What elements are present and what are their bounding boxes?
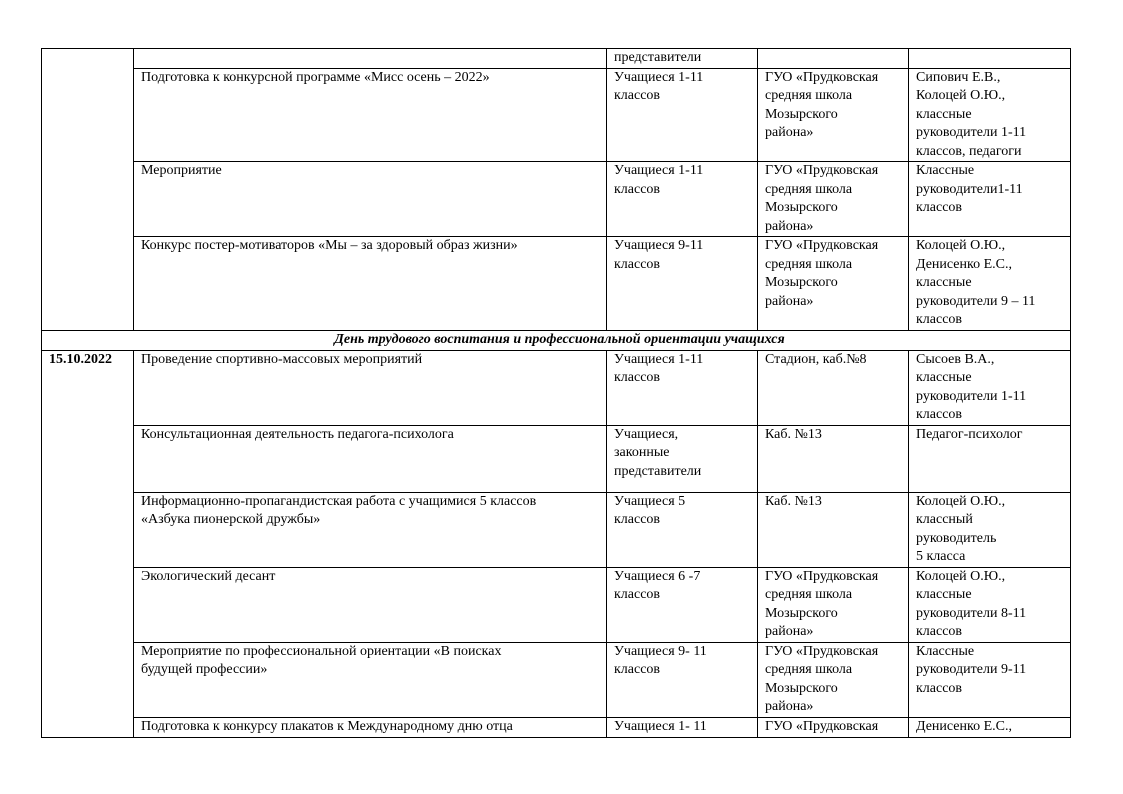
participants-cell: Учащиеся 9- 11 классов — [607, 642, 758, 717]
responsible-cell: Классные руководители1-11 классов — [909, 162, 1071, 237]
schedule-table — [41, 48, 1071, 738]
participants-cell: Учащиеся, законные представители — [607, 425, 758, 492]
table-row — [42, 237, 1071, 331]
event-cell: Подготовка к конкурсу плакатов к Международному дню отца — [134, 717, 607, 737]
responsible-cell: Колоцей О.Ю., классные руководители 8-11 классов — [909, 567, 1071, 642]
responsible-cell: Сысоев В.А., классные руководители 1-11 классов — [909, 350, 1071, 425]
event-cell: Экологический десант — [134, 567, 607, 642]
date-cell: 15.10.2022 — [42, 350, 134, 737]
date-cell — [42, 49, 134, 331]
section-title: День трудового воспитания и профессиональной ориентации учащихся — [42, 330, 1071, 350]
table-row — [42, 492, 1071, 567]
responsible-cell: Колоцей О.Ю., классный руководитель 5 класса — [909, 492, 1071, 567]
participants-cell: Учащиеся 9-11 классов — [607, 237, 758, 331]
table-row — [42, 717, 1071, 737]
responsible-cell: Денисенко Е.С., — [909, 717, 1071, 737]
table-row — [42, 567, 1071, 642]
place-cell: ГУО «Прудковская средняя школа Мозырского района» — [758, 68, 909, 162]
responsible-cell: Педагог-психолог — [909, 425, 1071, 492]
place-cell: ГУО «Прудковская средняя школа Мозырского района» — [758, 162, 909, 237]
place-cell: Стадион, каб.№8 — [758, 350, 909, 425]
participants-cell: Учащиеся 1-11 классов — [607, 68, 758, 162]
place-cell: ГУО «Прудковская — [758, 717, 909, 737]
event-cell: Мероприятие — [134, 162, 607, 237]
event-cell: Информационно-пропагандистская работа с учащимися 5 классов «Азбука пионерской дружбы» — [134, 492, 607, 567]
place-cell — [758, 49, 909, 69]
responsible-cell: Классные руководители 9-11 классов — [909, 642, 1071, 717]
section-row — [42, 330, 1071, 350]
place-cell: ГУО «Прудковская средняя школа Мозырского района» — [758, 237, 909, 331]
event-cell: Подготовка к конкурсной программе «Мисс осень – 2022» — [134, 68, 607, 162]
responsible-cell — [909, 49, 1071, 69]
event-cell: Мероприятие по профессиональной ориентации «В поисках будущей профессии» — [134, 642, 607, 717]
participants-cell: Учащиеся 1- 11 — [607, 717, 758, 737]
table-row — [42, 350, 1071, 425]
responsible-cell: Сипович Е.В., Колоцей О.Ю., классные руководители 1-11 классов, педагоги — [909, 68, 1071, 162]
place-cell: ГУО «Прудковская средняя школа Мозырского района» — [758, 567, 909, 642]
table-row — [42, 162, 1071, 237]
event-cell — [134, 49, 607, 69]
responsible-cell: Колоцей О.Ю., Денисенко Е.С., классные руководители 9 – 11 классов — [909, 237, 1071, 331]
table-row — [42, 68, 1071, 162]
participants-cell: Учащиеся 1-11 классов — [607, 350, 758, 425]
event-cell: Консультационная деятельность педагога-психолога — [134, 425, 607, 492]
place-cell: Каб. №13 — [758, 425, 909, 492]
place-cell: ГУО «Прудковская средняя школа Мозырского района» — [758, 642, 909, 717]
table-row — [42, 425, 1071, 492]
participants-cell: Учащиеся 1-11 классов — [607, 162, 758, 237]
participants-cell: представители — [607, 49, 758, 69]
place-cell: Каб. №13 — [758, 492, 909, 567]
participants-cell: Учащиеся 5 классов — [607, 492, 758, 567]
event-cell: Проведение спортивно-массовых мероприятий — [134, 350, 607, 425]
table-row — [42, 642, 1071, 717]
table-row — [42, 49, 1071, 69]
event-cell: Конкурс постер-мотиваторов «Мы – за здоровый образ жизни» — [134, 237, 607, 331]
participants-cell: Учащиеся 6 -7 классов — [607, 567, 758, 642]
